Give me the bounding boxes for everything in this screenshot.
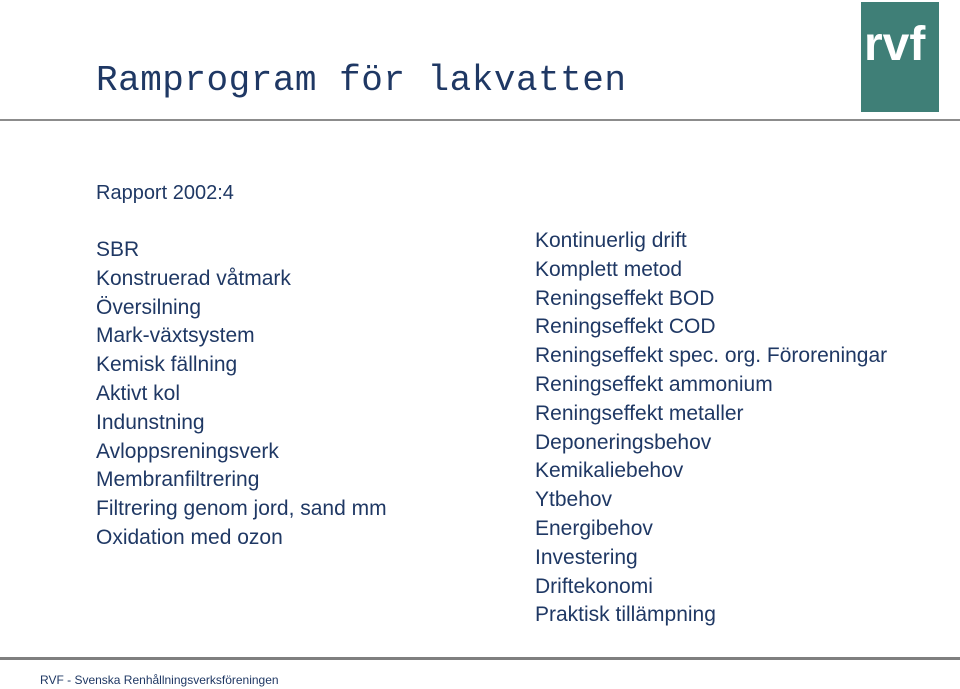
report-number: Rapport 2002:4 <box>96 182 234 204</box>
treatment-method-item: Mark-växtsystem <box>96 324 255 348</box>
treatment-method-item: Aktivt kol <box>96 381 181 405</box>
treatment-method-item: Översilning <box>96 295 202 319</box>
evaluation-criterion-item: Deponeringsbehov <box>535 430 712 454</box>
evaluation-criterion-item: Energibehov <box>535 516 653 540</box>
treatment-method-list <box>96 236 387 553</box>
evaluation-criterion-item: Kontinuerlig drift <box>535 229 687 252</box>
rvf-logo-text: rvf <box>864 18 926 71</box>
footer-divider <box>0 657 960 660</box>
evaluation-criterion-item: Kemikaliebehov <box>535 459 684 483</box>
header-divider <box>0 119 960 121</box>
evaluation-criterion-item: Reningseffekt metaller <box>535 401 744 425</box>
evaluation-criterion-item: Investering <box>535 545 638 569</box>
treatment-method-item: Indunstning <box>96 410 205 434</box>
treatment-method-item: Oxidation med ozon <box>96 525 283 549</box>
evaluation-criterion-item: Ytbehov <box>535 488 613 512</box>
rvf-logo-mark <box>861 2 939 112</box>
evaluation-criterion-item: Reningseffekt ammonium <box>535 372 773 396</box>
evaluation-criterion-item: Komplett metod <box>535 257 683 281</box>
evaluation-criteria-list <box>535 227 887 630</box>
treatment-method-item: Konstruerad våtmark <box>96 266 291 290</box>
footer-text: RVF - Svenska Renhållningsverksföreningen <box>40 673 279 687</box>
treatment-method-item: Kemisk fällning <box>96 353 238 377</box>
rvf-logo <box>861 2 939 112</box>
evaluation-criterion-item: Reningseffekt spec. org. Föroreningar <box>535 344 888 368</box>
evaluation-criterion-item: Driftekonomi <box>535 574 653 598</box>
treatment-method-item: Filtrering genom jord, sand mm <box>96 497 387 521</box>
evaluation-criterion-item: Reningseffekt BOD <box>535 286 715 310</box>
treatment-method-item: Membranfiltrering <box>96 468 260 492</box>
page-title: Ramprogram för lakvatten <box>96 60 627 101</box>
evaluation-criterion-item: Reningseffekt COD <box>535 315 716 339</box>
treatment-method-item: Avloppsreningsverk <box>96 439 279 463</box>
evaluation-criterion-item: Praktisk tillämpning <box>535 603 716 627</box>
treatment-method-item: SBR <box>96 238 140 261</box>
